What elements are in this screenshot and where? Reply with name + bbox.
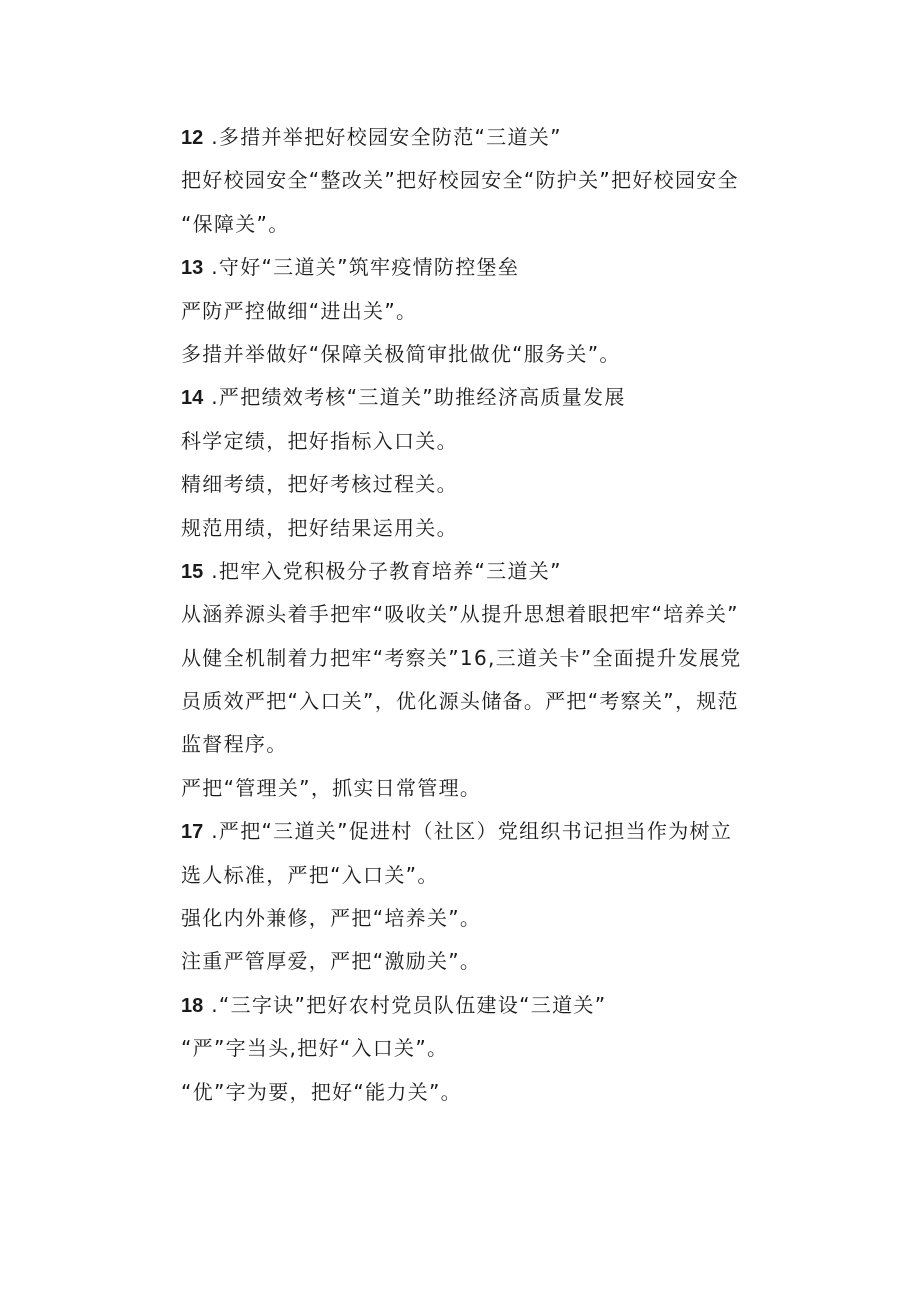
- heading-line: [181, 550, 801, 593]
- body-line: “保障关”。: [181, 211, 290, 236]
- body-line: 员质效严把“入口关”，优化源头储备。严把“考察关”，规范: [181, 689, 739, 714]
- heading-line: [181, 984, 801, 1027]
- document-body: [181, 116, 801, 1114]
- heading-text: .严把“三道关”促进村（社区）党组织书记担当作为树立: [211, 819, 733, 844]
- heading-text: .守好“三道关”筑牢疫情防控堡垒: [211, 255, 520, 280]
- body-line: 注重严管厚爱，严把“激励关”。: [181, 949, 482, 974]
- heading-line: [181, 810, 801, 853]
- heading-line: [181, 376, 801, 419]
- item-number: 12: [181, 127, 204, 149]
- item-number: 18: [181, 994, 204, 1017]
- body-line: “严”字当头,把好“入口关”。: [181, 1036, 449, 1061]
- body-line: 把好校园安全“整改关”把好校园安全“防护关”把好校园安全: [181, 168, 739, 193]
- item-number: 15: [181, 560, 204, 583]
- body-line: 强化内外兼修，严把“培养关”。: [181, 906, 482, 931]
- body-line: 从涵养源头着手把牢“吸收关”从提升思想着眼把牢“培养关”: [181, 602, 739, 627]
- heading-text: .多措并举把好校园安全防范“三道关”: [211, 125, 562, 149]
- heading-line: [181, 116, 801, 159]
- body-line: 规范用绩，把好结果运用关。: [181, 515, 458, 540]
- item-number: 14: [181, 387, 204, 410]
- item-number: 13: [181, 257, 204, 280]
- heading-line: [181, 246, 801, 289]
- item-number: 17: [181, 821, 204, 844]
- body-line: 选人标准，严把“入口关”。: [181, 862, 439, 887]
- heading-text: .“三字诀”把好农村党员队伍建设“三道关”: [211, 992, 607, 1017]
- body-line: 严把“管理关”，抓实日常管理。: [181, 775, 482, 800]
- body-line: 多措并举做好“保障关极简审批做优“服务关”。: [181, 341, 621, 366]
- body-line: 监督程序。: [181, 732, 288, 757]
- body-line: 科学定绩，把好指标入口关。: [181, 428, 458, 453]
- body-line: 精细考绩，把好考核过程关。: [181, 472, 458, 497]
- body-line: 从健全机制着力把牢“考察关”16,三道关卡”全面提升发展党: [181, 645, 742, 670]
- heading-text: .把牢入党积极分子教育培养“三道关”: [211, 558, 562, 583]
- body-line: 严防严控做细“进出关”。: [181, 298, 418, 323]
- body-line: “优”字为要，把好“能力关”。: [181, 1079, 462, 1104]
- heading-text: .严把绩效考核“三道关”助推经济高质量发展: [211, 385, 626, 410]
